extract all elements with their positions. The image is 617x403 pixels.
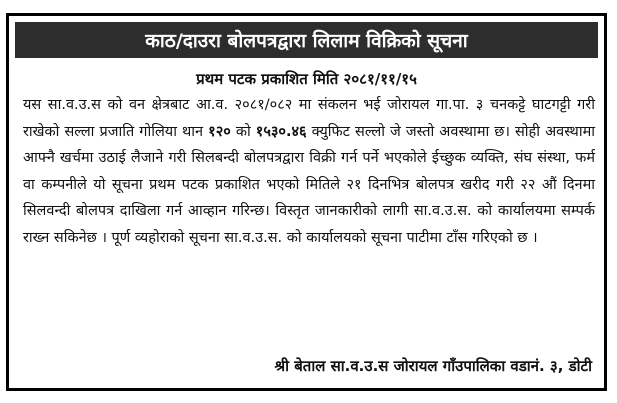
body-text-part-2: को bbox=[230, 123, 256, 140]
notice-body bbox=[23, 92, 595, 251]
notice-header bbox=[15, 22, 598, 58]
log-count: १२० bbox=[208, 123, 231, 140]
volume-cubic-feet: १५३०.४६ bbox=[255, 123, 307, 140]
published-date-line: प्रथम पटक प्रकाशित मिति २०८१/११/१५ bbox=[196, 70, 417, 88]
notice-title: काठ/दाउरा बोलपत्रद्वारा लिलाम विक्रिको सूचना bbox=[145, 30, 468, 52]
notice-box bbox=[6, 13, 607, 391]
body-text-part-1: यस सा.व.उ.स को वन क्षेत्रबाट आ.व. २०८१/०८२ मा संकलन भई जोरायल गा.पा. ३ चनकट्टे घाटगट्टी गरी राखेको सल्ला प्रजाति गोलिया थान bbox=[23, 97, 595, 140]
issuer-signature: श्री बेताल सा.व.उ.स जोरायल गाँउपालिका वडानं. ३, डोटी bbox=[274, 357, 592, 375]
body-text-part-3: क्युफिट सल्लो जे जस्तो अवस्थामा छ। सोही अवस्थामा आफ्नै खर्चमा उठाई लैजाने गरी सिलबन्दी बोलपत्रद्वारा विक्री गर्न पर्ने भएकोले ईच्छुक व्यक्ति, संघ संस्था, फर्म वा कम्पनीले यो सूचना प्रथम पटक प्रकाशित भएको मितिले २१ दिनभित्र बोलपत्र खरीद गरी २२ औं दिनमा सिलवन्दी बोलपत्र दाखिला गर्न आव्हान गरिन्छ। विस्तृत जानकारीको लागी सा.व.उ.स. को कार्यालयमा सम्पर्क राख्न सकिनेछ । पूर्ण व्यहोराको सूचना सा.व.उ.स. को कार्यालयको सूचना पाटीमा टाँस गरिएको छ । bbox=[23, 123, 596, 246]
